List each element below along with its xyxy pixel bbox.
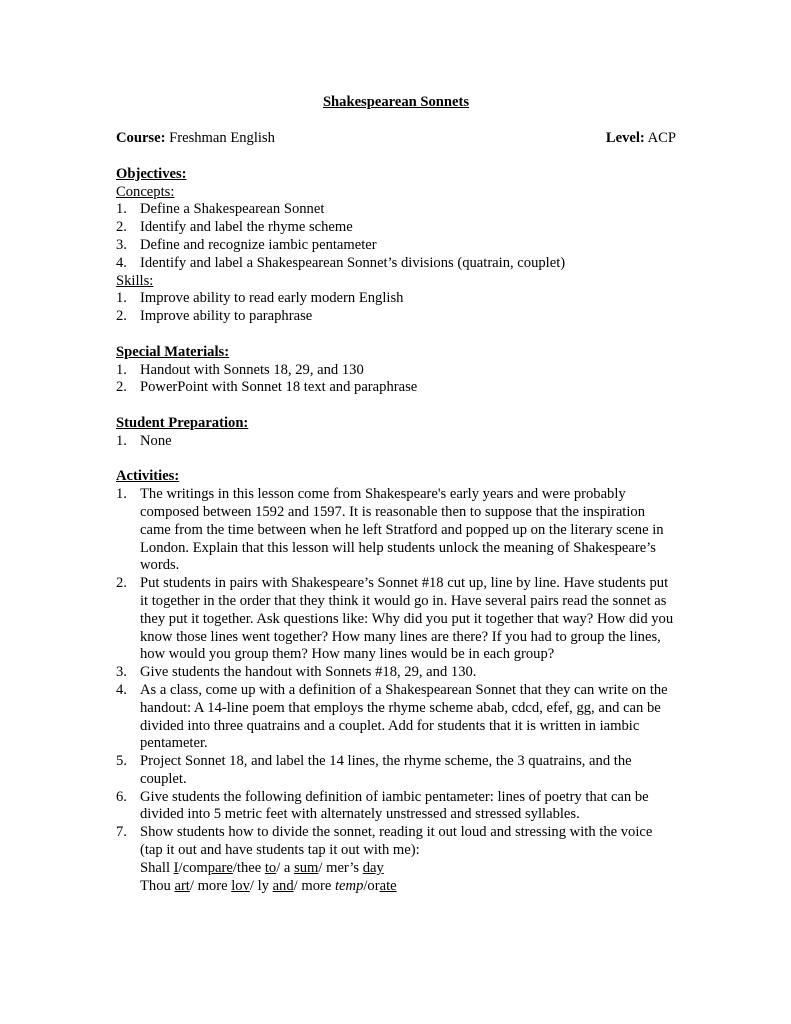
list-item xyxy=(116,664,676,682)
list-item xyxy=(116,290,676,308)
skills-list xyxy=(116,290,676,326)
list-item-text: None xyxy=(140,432,172,449)
special-materials-list xyxy=(116,362,676,398)
list-item-text: Identify and label a Shakespearean Sonnet’s divisions (quatrain, couplet) xyxy=(140,254,566,271)
list-item xyxy=(116,237,676,255)
list-item xyxy=(116,824,676,860)
list-item xyxy=(116,308,676,326)
list-item xyxy=(116,789,676,825)
activities-heading: Activities: xyxy=(116,468,180,485)
course-label: Course: xyxy=(116,129,166,146)
scansion-segment: I xyxy=(173,859,179,876)
course-info xyxy=(116,130,275,148)
list-item-number: 1. xyxy=(116,432,127,449)
scansion-segment: /thee xyxy=(232,859,265,876)
list-item-text: Define and recognize iambic pentameter xyxy=(140,236,377,253)
list-item-text: Give students the following definition of iambic pentameter: lines of poetry that can be divided into 5 metric feet with alternately unstressed and stressed syllables. xyxy=(140,788,649,823)
list-item-text: Define a Shakespearean Sonnet xyxy=(140,201,325,218)
list-item-number: 4. xyxy=(116,681,127,698)
scansion-segment: / mer’s xyxy=(318,859,363,876)
concepts-list xyxy=(116,201,676,272)
list-item-number: 7. xyxy=(116,824,127,841)
student-preparation-section xyxy=(116,415,676,451)
list-item-text: Show students how to divide the sonnet, reading it out loud and stressing with the voice (tap it out and have students tap it out with me): xyxy=(140,824,653,859)
list-item-number: 1. xyxy=(116,290,127,307)
scansion-segment: to xyxy=(264,859,277,876)
list-item-number: 2. xyxy=(116,575,127,592)
objectives-section xyxy=(116,166,676,326)
list-item-text: Put students in pairs with Shakespeare’s Sonnet #18 cut up, line by line. Have students put it together in the order that they think it would go in. Have several pairs read the sonnet as they put it together. Ask questions like: Why did you put it together that way? How did you know those lines went together? How many lines are there? If you had to group the lines, how would you group them? How many lines would be in each group? xyxy=(140,575,674,663)
level-label: Level: xyxy=(605,129,645,146)
scansion-segment: ate xyxy=(379,877,397,894)
course-level-line xyxy=(116,130,676,148)
concepts-label: Concepts: xyxy=(116,183,175,200)
course-value: Freshman English xyxy=(169,129,275,146)
list-item-number: 2. xyxy=(116,308,127,325)
list-item-number: 1. xyxy=(116,486,127,503)
special-materials-section xyxy=(116,344,676,397)
scansion-segment: / more xyxy=(293,877,335,894)
student-preparation-list xyxy=(116,433,676,451)
list-item-number: 1. xyxy=(116,201,127,218)
list-item-number: 5. xyxy=(116,753,127,770)
scansion-segment: pare xyxy=(207,859,233,876)
list-item-number: 4. xyxy=(116,254,127,271)
list-item-number: 2. xyxy=(116,379,127,396)
scansion-segment: day xyxy=(362,859,384,876)
list-item-text: Give students the handout with Sonnets #18, 29, and 130. xyxy=(140,664,477,681)
scansion-segment: / ly xyxy=(249,877,273,894)
document-body xyxy=(116,94,676,913)
list-item-number: 1. xyxy=(116,361,127,378)
scansion-segment: / more xyxy=(189,877,232,894)
list-item-text: Handout with Sonnets 18, 29, and 130 xyxy=(140,361,364,378)
page-title: Shakespearean Sonnets xyxy=(322,94,470,110)
level-info xyxy=(606,130,676,148)
list-item-text: Improve ability to paraphrase xyxy=(140,308,313,325)
scansion-segment: lov xyxy=(231,877,250,894)
scansion-segment: sum xyxy=(294,859,319,876)
student-preparation-heading: Student Preparation: xyxy=(116,414,249,431)
list-item xyxy=(116,433,676,451)
level-value: ACP xyxy=(647,129,676,146)
scansion-line-1 xyxy=(116,860,676,878)
list-item xyxy=(116,379,676,397)
scansion-segment: Shall xyxy=(140,859,174,876)
list-item-number: 6. xyxy=(116,788,127,805)
scansion-segment: art xyxy=(174,877,190,894)
list-item xyxy=(116,682,676,753)
list-item-text: Identify and label the rhyme scheme xyxy=(140,219,353,236)
list-item xyxy=(116,486,676,575)
list-item-number: 2. xyxy=(116,219,127,236)
skills-label: Skills: xyxy=(116,272,154,289)
list-item-number: 3. xyxy=(116,664,127,681)
list-item xyxy=(116,201,676,219)
list-item xyxy=(116,219,676,237)
list-item-text: Improve ability to read early modern English xyxy=(140,290,404,307)
scansion-line-2 xyxy=(116,878,676,896)
list-item xyxy=(116,575,676,664)
list-item-number: 3. xyxy=(116,236,127,253)
list-item xyxy=(116,255,676,273)
scansion-segment: /com xyxy=(178,859,208,876)
scansion-segment: /or xyxy=(363,877,380,894)
list-item-text: PowerPoint with Sonnet 18 text and paraphrase xyxy=(140,379,418,396)
list-item xyxy=(116,753,676,789)
activities-section xyxy=(116,468,676,895)
objectives-heading: Objectives: xyxy=(116,165,187,182)
list-item-text: The writings in this lesson come from Shakespeare's early years and were probably composed between 1592 and 1597. It is reasonable then to suppose that the inspiration came from the time between when he left Stratford and popped up on the literary scene in London. Explain that this lesson will help students unlock the meaning of Shakespeare’s words. xyxy=(140,486,664,574)
special-materials-heading: Special Materials: xyxy=(116,343,230,360)
list-item-text: Project Sonnet 18, and label the 14 lines, the rhyme scheme, the 3 quatrains, and the couplet. xyxy=(140,753,632,787)
scansion-segment: and xyxy=(272,877,294,894)
list-item xyxy=(116,362,676,380)
scansion-segment: Thou xyxy=(140,877,175,894)
scansion-segment: temp xyxy=(335,877,364,894)
scansion-segment: / a xyxy=(276,859,295,876)
list-item-text: As a class, come up with a definition of a Shakespearean Sonnet that they can write on the handout: A 14-line poem that employs the rhyme scheme abab, cdcd, efef, gg, and can be divided into three quatrains and a couplet. Add for students that it is written in iambic pentameter. xyxy=(140,681,668,752)
activities-list xyxy=(116,486,676,860)
